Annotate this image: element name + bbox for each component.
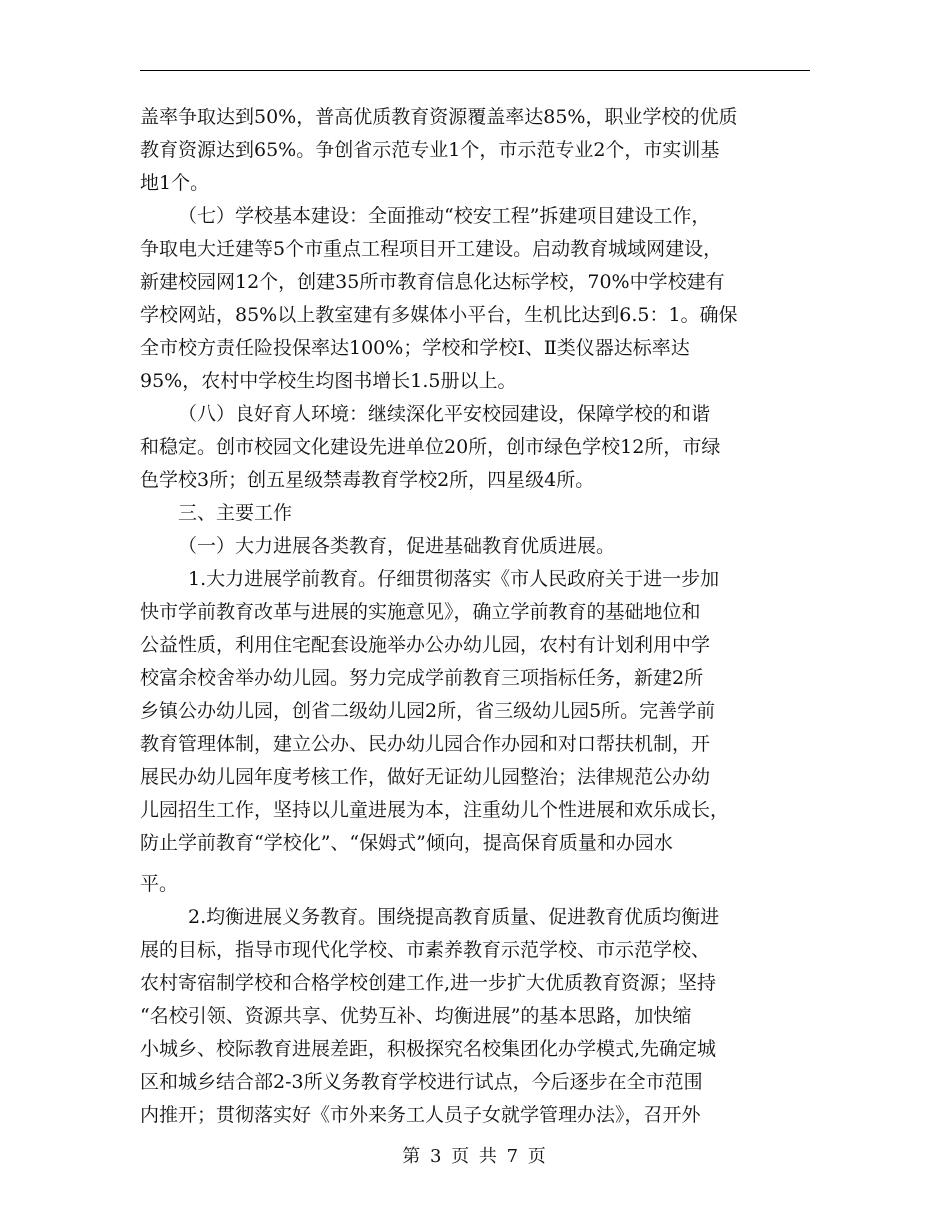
text-line: 新建校园网12个，创建35所市教育信息化达标学校，70%中学校建有 bbox=[140, 271, 725, 293]
document-body bbox=[140, 101, 815, 1132]
text-line: 平。 bbox=[140, 873, 179, 895]
text-line: 快市学前教育改革与进展的实施意见》，确立学前教育的基础地位和 bbox=[140, 601, 701, 623]
text-line: 乡镇公办幼儿园，创省二级幼儿园2所，省三级幼儿园5所。完善学前 bbox=[140, 700, 716, 722]
text-line: （七）学校基本建设：全面推动“校安工程”拆建项目建设工作， bbox=[178, 205, 711, 227]
header-rule bbox=[140, 70, 810, 71]
text-line: 三、主要工作 bbox=[178, 502, 293, 524]
text-line: 公益性质，利用住宅配套设施举办公办幼儿园，农村有计划利用中学 bbox=[140, 634, 711, 656]
text-line: 校富余校舍举办幼儿园。努力完成学前教育三项指标任务，新建2所 bbox=[140, 667, 704, 689]
text-line: “名校引领、资源共享、优势互补、均衡进展”的基本思路，加快缩 bbox=[140, 1005, 692, 1027]
text-line: （八）良好育人环境：继续深化平安校园建设，保障学校的和谐 bbox=[178, 403, 711, 425]
paragraph-gap bbox=[140, 860, 815, 868]
text-line: 色学校3所；创五星级禁毒教育学校2所，四星级4所。 bbox=[140, 469, 595, 491]
text-line: 区和城乡结合部2-3所义务教育学校进行试点，今后逐步在全市范围 bbox=[140, 1071, 703, 1093]
text-line: （一）大力进展各类教育，促进基础教育优质进展。 bbox=[178, 535, 616, 557]
text-line: 争取电大迁建等5个市重点工程项目开工建设。启动教育城域网建设， bbox=[140, 238, 723, 260]
text-line: 展的目标，指导市现代化学校、市素养教育示范学校、市示范学校、 bbox=[140, 939, 711, 961]
text-line: 教育资源达到65%。争创省示范专业1个，市示范专业2个，市实训基 bbox=[140, 139, 720, 161]
text-line: 小城乡、校际教育进展差距，积极探究名校集团化办学模式,先确定城 bbox=[140, 1038, 717, 1060]
text-line: 1.大力进展学前教育。仔细贯彻落实《市人民政府关于进一步加 bbox=[188, 568, 720, 590]
text-line: 95%，农村中学校生均图书增长1.5册以上。 bbox=[140, 370, 517, 392]
text-line: 内推开；贯彻落实好《市外来务工人员子女就学管理办法》，召开外 bbox=[140, 1104, 701, 1126]
text-line: 盖率争取达到50%，普高优质教育资源覆盖率达85%，职业学校的优质 bbox=[140, 106, 738, 128]
text-line: 防止学前教育“学校化”、“保姆式”倾向，提高保育质量和办园水 bbox=[140, 832, 673, 854]
text-line: 展民办幼儿园年度考核工作，做好无证幼儿园整治；法律规范公办幼 bbox=[140, 766, 711, 788]
text-line: 农村寄宿制学校和合格学校创建工作,进一步扩大优质教育资源；坚持 bbox=[140, 972, 717, 994]
text-line: 和稳定。创市校园文化建设先进单位20所，创市绿色学校12所，市绿 bbox=[140, 436, 721, 458]
text-line: 2.均衡进展义务教育。围绕提高教育质量、促进教育优质均衡进 bbox=[188, 906, 720, 928]
text-line: 学校网站，85%以上教室建有多媒体小平台，生机比达到6.5：1。确保 bbox=[140, 304, 738, 326]
text-line: 教育管理体制，建立公办、民办幼儿园合作办园和对口帮扶机制，开 bbox=[140, 733, 711, 755]
page-number: 第 3 页 共 7 页 bbox=[402, 1146, 548, 1167]
text-line: 全市校方责任险投保率达100%；学校和学校Ⅰ、Ⅱ类仪器达标率达 bbox=[140, 337, 690, 359]
text-line: 地1个。 bbox=[140, 172, 210, 194]
text-line: 儿园招生工作，坚持以儿童进展为本，注重幼儿个性进展和欢乐成长， bbox=[140, 799, 730, 821]
